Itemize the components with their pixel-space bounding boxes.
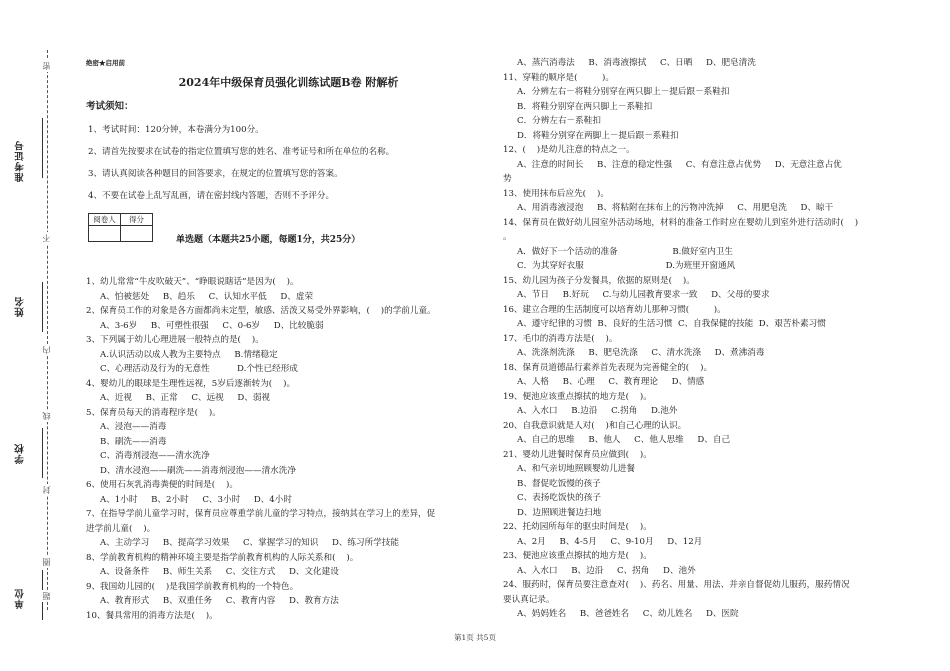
seal-mark: 不: [42, 234, 51, 242]
question-text: 19、便池应该重点擦拭的地方是( )。: [503, 391, 652, 402]
answer-options: C．为其穿好衣服 D.为班里开窗通风: [517, 261, 736, 271]
question-text: 8、学前教育机构的精神环境主要是指学前教育机构的人际关系和( )。: [86, 552, 359, 563]
page-number: 第1页 共5页: [454, 633, 496, 642]
answer-options: A、入水口 B.边沿 C.拐角 D.池外: [517, 406, 678, 416]
binding-margin: [0, 0, 75, 671]
answer-options: A、蒸汽消毒法 B、消毒液擦拭 C、日晒 D、肥皂清洗: [517, 58, 756, 68]
answer-options: A、怕被惩处 B、趋乐 C、认知水平低 D、虚荣: [100, 291, 314, 302]
right-question-list: [503, 56, 903, 622]
question-text: 进学前儿童( )。: [86, 523, 156, 534]
answer-options: A、和气亲切地照顾婴幼儿进餐: [517, 464, 635, 474]
score-cell[interactable]: [121, 226, 153, 242]
page-title: 2024年中级保育员强化训练试题B卷 附解析: [178, 76, 399, 89]
seal-mark: 封: [42, 486, 51, 494]
reviewer-cell[interactable]: [89, 226, 121, 242]
seal-mark: 圈: [42, 558, 51, 566]
answer-options: A、自己的思维 B、他人 C、他人思维 D、自己: [517, 435, 731, 445]
seal-mark: 线: [42, 412, 51, 420]
answer-options: A、用消毒液浸泡 B、将粘附在抹布上的污物冲洗掉 C、用肥皂洗 D、晾干: [517, 203, 834, 213]
reviewer-header: 阅卷人: [89, 214, 121, 226]
answer-options: A、注意的时间长 B、注意的稳定性强 C、有意注意占优势 D、无意注意占优: [517, 159, 842, 170]
question-text: 4、婴幼儿的眼球是生理性远视，5岁后逐渐转为( )。: [86, 378, 296, 389]
question-text: 势: [503, 174, 512, 184]
answer-options: A、浸泡——消毒: [100, 422, 167, 432]
notice-heading: 考试须知：: [86, 101, 134, 112]
answer-options: D．将鞋分别穿在两脚上－提后跟－系鞋扣: [517, 130, 679, 141]
notice-item: 1、考试时间：120分钟，本卷满分为100分。: [88, 125, 264, 135]
answer-options: C、表扬吃饭快的孩子: [517, 493, 601, 503]
answer-options: A、设备条件 B、师生关系 C、交往方式 D、文化建设: [100, 567, 339, 577]
question-text: 12、( )是幼儿注意的特点之一。: [503, 145, 635, 155]
question-text: 5、保育员每天的消毒程序是( )。: [86, 407, 221, 418]
question-text: 16、建立合理的生活制度可以培育幼儿那种习惯( )。: [503, 304, 726, 315]
score-box: [86, 213, 491, 253]
answer-options: A、2月 B、4-5月 C、9-10月 D、12月: [517, 536, 703, 547]
answer-options: A、遵守纪律的习惯 B、良好的生活习惯 C、自我保健的技能 D、艰苦朴素习惯: [517, 319, 826, 329]
answer-options: B、刷洗——消毒: [100, 436, 167, 447]
question-text: 3、下列属于幼儿心理进展一般特点的是( )。: [86, 335, 264, 345]
question-text: 13、使用抹布后应先( )。: [503, 188, 609, 199]
secret-stamp: 绝密★启用前: [86, 59, 125, 67]
answer-options: A、入水口 B、边沿 C、拐角 D、池外: [517, 565, 696, 576]
question-text: 22、托幼园所每年的驱虫时间是( )。: [503, 522, 652, 532]
answer-options: A、1小时 B、2小时 C、3小时 D、4小时: [100, 494, 292, 505]
seal-mark: 题: [42, 592, 51, 600]
school-field[interactable]: [42, 428, 43, 478]
question-text: 21、婴幼儿进餐时保育员应做到( )。: [503, 449, 652, 460]
question-text: 6、使用石灰乳消毒粪便的时间是( )。: [86, 480, 239, 490]
question-text: 。: [503, 232, 512, 242]
question-text: 20、自我意识就是人对( )和自己心理的认识。: [503, 420, 687, 431]
seal-mark: 密: [42, 62, 51, 70]
question-text: 要认真记录。: [503, 594, 555, 605]
score-header: 得分: [121, 214, 153, 226]
name-field[interactable]: [42, 282, 43, 332]
score-table: [88, 213, 153, 242]
answer-options: B．将鞋分别穿在两只脚上－系鞋扣: [517, 101, 653, 112]
question-text: 14、保育员在做好幼儿园室外活动场地，材料的准备工作时应在婴幼儿到室外进行活动时( ): [503, 217, 859, 228]
exam-number-label: 准考证号: [15, 140, 26, 182]
notice-item: 2、请首先按要求在试卷的指定位置填写您的姓名、准考证号和所在单位的名称。: [88, 147, 395, 157]
question-text: 24、服药时，保育员要注意查对( )、药名、用量、用法、并亲自督促幼儿服药，服药情况: [503, 580, 850, 590]
question-text: 7、在指导学前儿童学习时，保育员应尊重学前儿童的学习特点，接纳其在学习上的差异，促: [86, 509, 436, 519]
name-label: 姓名: [15, 296, 26, 317]
answer-options: A、人格 B、心理 C、教育理论 D、情感: [517, 377, 705, 387]
answer-options: A、主动学习 B、提高学习效果 C、掌握学习的知识 D、练习所学技能: [100, 538, 399, 548]
question-text: 17、毛巾的消毒方法是( )。: [503, 333, 618, 344]
left-column: [86, 56, 491, 623]
right-column: [503, 56, 903, 622]
answer-options: A、妈妈姓名 B、爸爸姓名 C、幼儿姓名 D、医院: [517, 609, 739, 619]
question-text: 23、便池应该重点擦拭的地方是( )。: [503, 551, 652, 561]
exam-number-field[interactable]: [42, 118, 43, 178]
question-text: 18、保育员道德品行素养首先表现为完善健全的( )。: [503, 362, 713, 373]
question-text: 1、幼儿常常“牛皮吹破天”、“睁眼说瞎话”是因为( )。: [86, 277, 299, 287]
left-question-list: [86, 275, 491, 623]
question-text: 10、餐具常用的消毒方法是( )。: [86, 610, 218, 621]
answer-options: C、消毒剂浸泡——清水洗净: [100, 451, 210, 461]
question-text: 15、幼儿园为孩子分发餐具，依据的原则是( )。: [503, 275, 695, 286]
notice-item: 4、不要在试卷上乱写乱画，请在密封线内答题，否则不予评分。: [88, 191, 335, 201]
seal-mark: 内: [42, 346, 51, 354]
answer-options: D、边照顾进餐边扫地: [517, 507, 602, 518]
question-text: 11、穿鞋的顺序是( )。: [503, 72, 614, 83]
answer-options: B、督促吃饭慢的孩子: [517, 478, 601, 489]
answer-options: D、清水浸泡——刷洗——消毒剂浸泡——清水洗净: [100, 465, 296, 476]
answer-options: A、教育形式 B、双重任务 C、教育内容 D、教育方法: [100, 596, 339, 606]
answer-options: A、节日 B.好玩 C.与幼儿园教育要求一致 D、父母的要求: [517, 290, 770, 300]
answer-options: A、近视 B、正常 C、远视 D、弱视: [100, 393, 271, 403]
answer-options: A．分辨左右－将鞋分别穿在两只脚上－提后跟－系鞋扣: [517, 87, 730, 97]
section-title: 单选题（本题共25小题，每题1分，共25分）: [176, 235, 361, 245]
answer-options: C．分辨左右－系鞋扣: [517, 116, 601, 126]
unit-label: 单位: [15, 588, 26, 609]
answer-options: A．做好下一个活动的准备 B.做好室内卫生: [517, 246, 733, 257]
answer-options: A、洗涤剂洗涤 B、肥皂洗涤 C、清水洗涤 D、煮沸消毒: [517, 348, 765, 358]
question-text: 9、我国幼儿园的( )是我国学前教育机构的一个特色。: [86, 581, 299, 592]
notice-item: 3、请认真阅读各种题目的回答要求，在规定的位置填写您的答案。: [88, 169, 343, 179]
answer-options: A.认识活动以成人教为主要特点 B.情绪稳定: [100, 349, 278, 360]
answer-options: C、心理活动及行为的无意性 D.个性已经形成: [100, 364, 298, 374]
school-label: 学校: [15, 443, 26, 464]
answer-options: A、3-6岁 B、可塑性很强 C、0-6岁 D、比较脆弱: [100, 320, 324, 331]
seal-line: [47, 50, 48, 610]
question-text: 2、保育员工作的对象是各方面都尚未定型，敏感、活泼又易受外界影响，( )的学前儿童。: [86, 306, 436, 316]
